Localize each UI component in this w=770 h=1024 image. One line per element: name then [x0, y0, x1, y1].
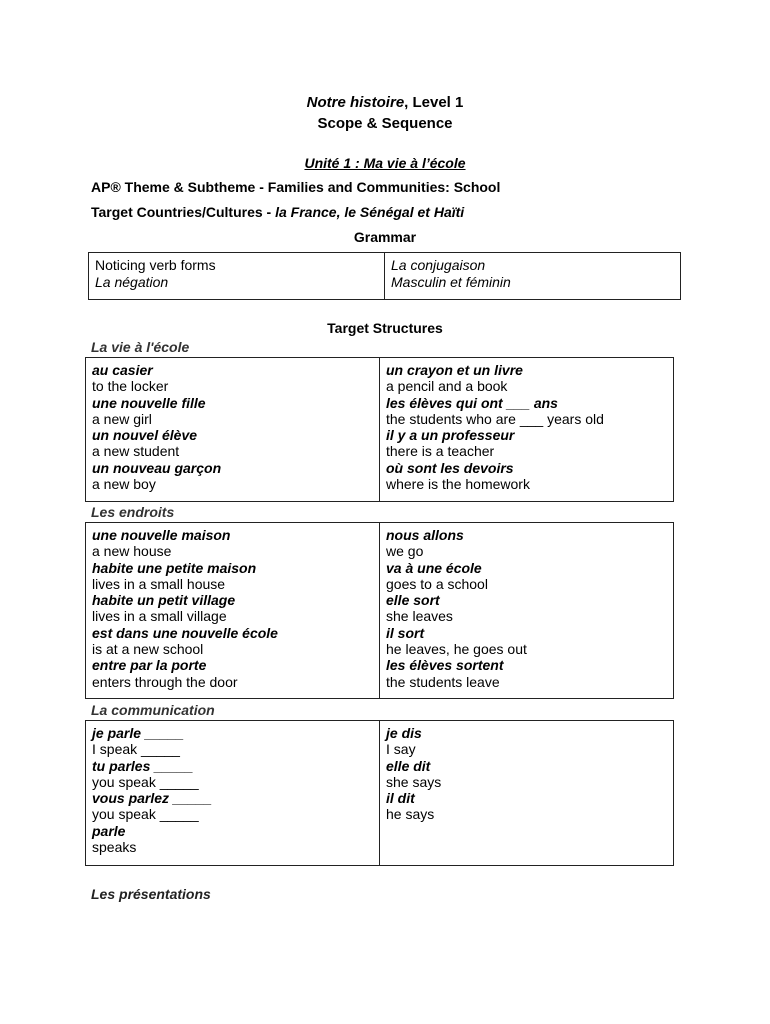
french-phrase: au casier	[92, 362, 153, 378]
french-phrase: il dit	[386, 790, 415, 807]
english-translation: I say	[386, 741, 416, 758]
vocab-entry	[386, 560, 667, 593]
target-structures-heading: Target Structures	[327, 320, 443, 336]
grammar-right-cell	[385, 253, 681, 300]
english-translation: a new boy	[92, 476, 156, 493]
vocab-entry	[386, 790, 667, 823]
french-phrase: une nouvelle maison	[92, 527, 231, 543]
english-translation: speaks	[92, 839, 137, 856]
english-translation: a new house	[92, 543, 172, 560]
grammar-left-item: Noticing verb forms	[95, 257, 216, 273]
english-translation: lives in a small village	[92, 608, 227, 625]
vocab-entry	[92, 758, 373, 791]
french-phrase: il y a un professeur	[386, 427, 515, 444]
target-countries: la France, le Sénégal et Haïti	[275, 204, 465, 220]
french-phrase: entre par la porte	[92, 657, 207, 674]
vocab-entry	[386, 527, 667, 560]
vocab-entry	[92, 460, 373, 493]
title-italic: Notre histoire	[306, 94, 405, 111]
english-translation: the students leave	[386, 673, 500, 690]
document-subtitle: Scope & Sequence	[317, 115, 453, 132]
vocab-entry	[386, 625, 667, 658]
english-translation: he says	[386, 806, 435, 823]
english-translation: where is the homework	[386, 476, 530, 493]
vocab-entry	[386, 758, 667, 791]
french-phrase: nous allons	[386, 527, 464, 543]
english-translation: is at a new school	[92, 641, 204, 658]
english-translation: a new student	[92, 443, 180, 460]
theme-line: AP® Theme & Subtheme - Families and Communities: School	[91, 179, 501, 195]
english-translation: she leaves	[386, 608, 453, 625]
vocab-entry	[92, 790, 373, 823]
vocab-entry	[386, 657, 667, 690]
section-label-presentations: Les présentations	[91, 886, 211, 902]
english-translation: she says	[386, 773, 442, 790]
vocab-entry	[92, 527, 373, 560]
french-phrase: elle sort	[386, 592, 440, 609]
structures-left-cell	[86, 523, 380, 699]
english-translation: a pencil and a book	[386, 378, 508, 395]
section-label: La communication	[91, 702, 215, 718]
structures-right-cell	[380, 721, 674, 866]
vocab-entry	[386, 725, 667, 758]
section-label: La vie à l'école	[91, 339, 190, 355]
structures-table	[85, 720, 674, 866]
grammar-left-item: La négation	[95, 273, 169, 290]
english-translation: goes to a school	[386, 575, 488, 592]
english-translation: to the locker	[92, 378, 169, 395]
unit-title: Unité 1 : Ma vie à l’école	[304, 155, 466, 171]
vocab-entry	[92, 592, 373, 625]
english-translation: the students who are ___ years old	[386, 410, 604, 427]
structures-left-cell	[86, 721, 380, 866]
grammar-right-item: La conjugaison	[391, 257, 486, 273]
vocab-entry	[92, 657, 373, 690]
vocab-entry	[92, 725, 373, 758]
french-phrase: je parle _____	[92, 725, 184, 741]
french-phrase: une nouvelle fille	[92, 394, 206, 411]
title-rest: , Level 1	[404, 94, 464, 111]
english-translation: we go	[386, 543, 424, 560]
english-translation: lives in a small house	[92, 575, 226, 592]
french-phrase: va à une école	[386, 559, 482, 576]
french-phrase: tu parles _____	[92, 757, 194, 774]
vocab-entry	[92, 395, 373, 428]
document-title	[0, 94, 770, 111]
grammar-table	[88, 252, 681, 300]
vocab-entry	[386, 427, 667, 460]
english-translation: you speak _____	[92, 806, 199, 823]
french-phrase: habite une petite maison	[92, 559, 257, 576]
english-translation: he leaves, he goes out	[386, 641, 527, 658]
structures-right-cell	[380, 358, 674, 502]
english-translation: you speak _____	[92, 773, 199, 790]
structures-table	[85, 357, 674, 502]
section-label: Les endroits	[91, 504, 175, 520]
target-prefix: Target Countries/Cultures -	[91, 204, 276, 220]
vocab-entry	[92, 625, 373, 658]
structures-left-cell	[86, 358, 380, 502]
french-phrase: habite un petit village	[92, 592, 236, 609]
grammar-heading: Grammar	[353, 229, 417, 245]
vocab-entry	[92, 560, 373, 593]
french-phrase: un crayon et un livre	[386, 362, 523, 378]
vocab-entry	[386, 460, 667, 493]
french-phrase: est dans une nouvelle école	[92, 624, 278, 641]
french-phrase: je dis	[386, 725, 422, 741]
french-phrase: il sort	[386, 624, 425, 641]
vocab-entry	[386, 592, 667, 625]
unit-heading	[0, 155, 770, 171]
french-phrase: elle dit	[386, 757, 431, 774]
english-translation: a new girl	[92, 410, 152, 427]
vocab-entry	[386, 395, 667, 428]
french-phrase: où sont les devoirs	[386, 459, 514, 476]
grammar-left-cell	[89, 253, 385, 300]
grammar-right-item: Masculin et féminin	[391, 273, 511, 290]
french-phrase: les élèves qui ont ___ ans	[386, 394, 558, 411]
structures-table	[85, 522, 674, 699]
french-phrase: parle	[92, 822, 126, 839]
target-countries-line	[91, 204, 464, 220]
french-phrase: vous parlez _____	[92, 790, 212, 807]
english-translation: enters through the door	[92, 673, 238, 690]
vocab-entry	[92, 823, 373, 856]
french-phrase: les élèves sortent	[386, 657, 504, 674]
structures-right-cell	[380, 523, 674, 699]
vocab-entry	[92, 427, 373, 460]
french-phrase: un nouvel élève	[92, 427, 198, 444]
vocab-entry	[92, 362, 373, 395]
french-phrase: un nouveau garçon	[92, 459, 222, 476]
english-translation: I speak _____	[92, 741, 180, 758]
vocab-entry	[386, 362, 667, 395]
english-translation: there is a teacher	[386, 443, 495, 460]
